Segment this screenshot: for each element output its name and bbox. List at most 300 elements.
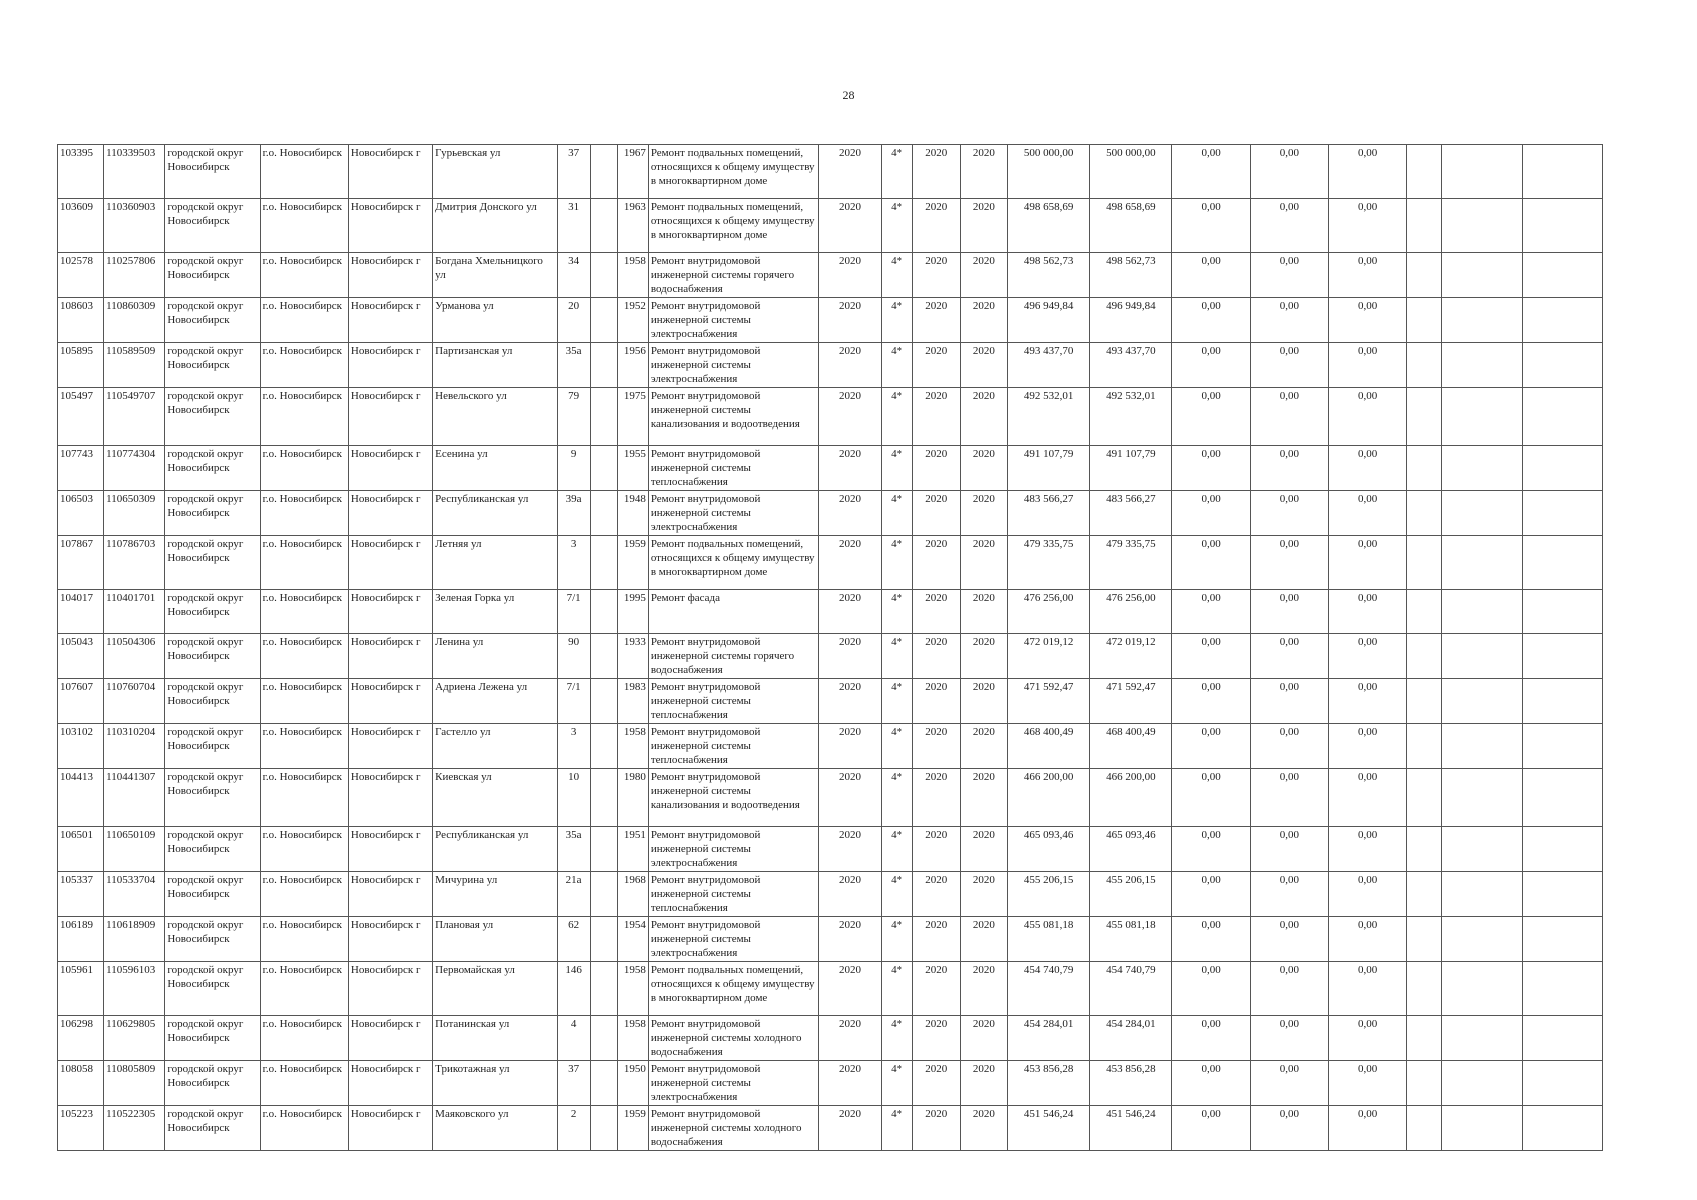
- cell-id: 106189: [58, 917, 104, 962]
- cell-empty: [1522, 1106, 1602, 1151]
- cell-year-built: 1958: [617, 253, 648, 298]
- cell-city: Новосибирск г: [348, 536, 432, 590]
- cell-year-end: 2020: [960, 536, 1007, 590]
- cell-empty: [1407, 872, 1442, 917]
- cell-house: 3: [557, 536, 590, 590]
- cell-street: Первомайская ул: [433, 962, 557, 1016]
- cell-cost-fund: 492 532,01: [1090, 388, 1172, 446]
- cell-empty: [1442, 724, 1522, 769]
- cell-year-start: 2020: [912, 491, 960, 536]
- cell-value-1: 0,00: [1172, 962, 1250, 1016]
- cell-priority: 4*: [881, 1061, 912, 1106]
- cell-code: 110596103: [104, 962, 165, 1016]
- cell-year-start: 2020: [912, 917, 960, 962]
- cell-year-start: 2020: [912, 536, 960, 590]
- cell-municipality: г.о. Новосибирск: [260, 145, 348, 199]
- cell-cost-fund: 472 019,12: [1090, 634, 1172, 679]
- cell-empty: [590, 298, 617, 343]
- cell-work: Ремонт подвальных помещений, относящихся к общему имуществу в многоквартирном доме: [648, 199, 819, 253]
- cell-value-1: 0,00: [1172, 917, 1250, 962]
- cell-cost-total: 455 206,15: [1007, 872, 1089, 917]
- cell-district: городской округ Новосибирск: [165, 536, 260, 590]
- cell-year-end: 2020: [960, 1061, 1007, 1106]
- cell-priority: 4*: [881, 962, 912, 1016]
- cell-id: 108603: [58, 298, 104, 343]
- cell-id: 103395: [58, 145, 104, 199]
- cell-district: городской округ Новосибирск: [165, 724, 260, 769]
- cell-empty: [1442, 917, 1522, 962]
- cell-value-3: 0,00: [1328, 679, 1406, 724]
- cell-code: 110533704: [104, 872, 165, 917]
- table-row: [58, 1106, 1603, 1151]
- cell-year-end: 2020: [960, 827, 1007, 872]
- cell-house: 10: [557, 769, 590, 827]
- cell-year-plan: 2020: [819, 145, 881, 199]
- cell-priority: 4*: [881, 872, 912, 917]
- cell-empty: [1442, 827, 1522, 872]
- cell-year-end: 2020: [960, 343, 1007, 388]
- cell-city: Новосибирск г: [348, 634, 432, 679]
- cell-cost-total: 496 949,84: [1007, 298, 1089, 343]
- cell-id: 104017: [58, 590, 104, 634]
- cell-empty: [1407, 590, 1442, 634]
- cell-cost-total: 451 546,24: [1007, 1106, 1089, 1151]
- cell-house: 7/1: [557, 590, 590, 634]
- cell-value-2: 0,00: [1250, 491, 1328, 536]
- table-row: [58, 634, 1603, 679]
- cell-value-2: 0,00: [1250, 388, 1328, 446]
- cell-municipality: г.о. Новосибирск: [260, 1016, 348, 1061]
- cell-municipality: г.о. Новосибирск: [260, 446, 348, 491]
- cell-work: Ремонт внутридомовой инженерной системы теплоснабжения: [648, 679, 819, 724]
- cell-house: 39а: [557, 491, 590, 536]
- cell-city: Новосибирск г: [348, 1061, 432, 1106]
- cell-empty: [1522, 1016, 1602, 1061]
- cell-year-end: 2020: [960, 962, 1007, 1016]
- cell-house: 146: [557, 962, 590, 1016]
- cell-empty: [1407, 917, 1442, 962]
- cell-year-plan: 2020: [819, 388, 881, 446]
- cell-municipality: г.о. Новосибирск: [260, 724, 348, 769]
- cell-priority: 4*: [881, 536, 912, 590]
- cell-cost-fund: 493 437,70: [1090, 343, 1172, 388]
- cell-priority: 4*: [881, 199, 912, 253]
- cell-empty: [1522, 536, 1602, 590]
- cell-priority: 4*: [881, 298, 912, 343]
- cell-district: городской округ Новосибирск: [165, 199, 260, 253]
- cell-cost-fund: 453 856,28: [1090, 1061, 1172, 1106]
- cell-id: 106501: [58, 827, 104, 872]
- cell-year-end: 2020: [960, 679, 1007, 724]
- cell-empty: [1407, 634, 1442, 679]
- cell-municipality: г.о. Новосибирск: [260, 298, 348, 343]
- cell-cost-fund: 455 206,15: [1090, 872, 1172, 917]
- cell-district: городской округ Новосибирск: [165, 446, 260, 491]
- cell-year-built: 1983: [617, 679, 648, 724]
- cell-id: 103102: [58, 724, 104, 769]
- cell-work: Ремонт внутридомовой инженерной системы электроснабжения: [648, 343, 819, 388]
- cell-house: 62: [557, 917, 590, 962]
- cell-city: Новосибирск г: [348, 872, 432, 917]
- cell-value-3: 0,00: [1328, 388, 1406, 446]
- cell-value-1: 0,00: [1172, 679, 1250, 724]
- cell-work: Ремонт внутридомовой инженерной системы холодного водоснабжения: [648, 1016, 819, 1061]
- cell-year-start: 2020: [912, 590, 960, 634]
- cell-year-built: 1958: [617, 724, 648, 769]
- cell-street: Ленина ул: [433, 634, 557, 679]
- cell-value-1: 0,00: [1172, 590, 1250, 634]
- cell-value-1: 0,00: [1172, 1106, 1250, 1151]
- cell-cost-fund: 496 949,84: [1090, 298, 1172, 343]
- cell-empty: [1442, 253, 1522, 298]
- cell-value-2: 0,00: [1250, 446, 1328, 491]
- table-row: [58, 145, 1603, 199]
- cell-code: 110650109: [104, 827, 165, 872]
- cell-year-start: 2020: [912, 145, 960, 199]
- cell-municipality: г.о. Новосибирск: [260, 1061, 348, 1106]
- cell-city: Новосибирск г: [348, 253, 432, 298]
- cell-empty: [1442, 145, 1522, 199]
- cell-district: городской округ Новосибирск: [165, 917, 260, 962]
- cell-year-built: 1959: [617, 536, 648, 590]
- cell-cost-fund: 479 335,75: [1090, 536, 1172, 590]
- table-row: [58, 388, 1603, 446]
- cell-empty: [1407, 343, 1442, 388]
- cell-municipality: г.о. Новосибирск: [260, 1106, 348, 1151]
- cell-id: 102578: [58, 253, 104, 298]
- cell-year-end: 2020: [960, 199, 1007, 253]
- cell-id: 106298: [58, 1016, 104, 1061]
- cell-house: 34: [557, 253, 590, 298]
- cell-work: Ремонт внутридомовой инженерной системы холодного водоснабжения: [648, 1106, 819, 1151]
- cell-year-end: 2020: [960, 917, 1007, 962]
- cell-street: Маяковского ул: [433, 1106, 557, 1151]
- cell-city: Новосибирск г: [348, 1016, 432, 1061]
- cell-district: городской округ Новосибирск: [165, 679, 260, 724]
- cell-house: 37: [557, 145, 590, 199]
- cell-empty: [1522, 917, 1602, 962]
- cell-id: 103609: [58, 199, 104, 253]
- cell-district: городской округ Новосибирск: [165, 1061, 260, 1106]
- cell-work: Ремонт подвальных помещений, относящихся к общему имуществу в многоквартирном доме: [648, 145, 819, 199]
- cell-empty: [590, 1016, 617, 1061]
- cell-cost-total: 500 000,00: [1007, 145, 1089, 199]
- cell-empty: [1407, 199, 1442, 253]
- cell-year-built: 1980: [617, 769, 648, 827]
- cell-year-plan: 2020: [819, 827, 881, 872]
- cell-value-1: 0,00: [1172, 724, 1250, 769]
- cell-year-end: 2020: [960, 491, 1007, 536]
- cell-code: 110339503: [104, 145, 165, 199]
- cell-municipality: г.о. Новосибирск: [260, 388, 348, 446]
- cell-id: 105223: [58, 1106, 104, 1151]
- cell-empty: [1522, 253, 1602, 298]
- cell-value-2: 0,00: [1250, 536, 1328, 590]
- cell-empty: [1407, 446, 1442, 491]
- cell-cost-fund: 491 107,79: [1090, 446, 1172, 491]
- cell-empty: [1407, 253, 1442, 298]
- cell-year-built: 1952: [617, 298, 648, 343]
- cell-city: Новосибирск г: [348, 724, 432, 769]
- table-row: [58, 769, 1603, 827]
- cell-street: Республиканская ул: [433, 491, 557, 536]
- cell-house: 3: [557, 724, 590, 769]
- cell-code: 110589509: [104, 343, 165, 388]
- cell-empty: [1407, 679, 1442, 724]
- cell-year-end: 2020: [960, 769, 1007, 827]
- table-row: [58, 199, 1603, 253]
- cell-house: 20: [557, 298, 590, 343]
- table-row: [58, 872, 1603, 917]
- cell-code: 110441307: [104, 769, 165, 827]
- cell-cost-total: 471 592,47: [1007, 679, 1089, 724]
- cell-city: Новосибирск г: [348, 917, 432, 962]
- cell-year-start: 2020: [912, 724, 960, 769]
- cell-empty: [1442, 872, 1522, 917]
- cell-empty: [1407, 298, 1442, 343]
- cell-empty: [1442, 446, 1522, 491]
- cell-year-plan: 2020: [819, 1016, 881, 1061]
- cell-value-3: 0,00: [1328, 634, 1406, 679]
- cell-cost-fund: 454 740,79: [1090, 962, 1172, 1016]
- cell-year-built: 1950: [617, 1061, 648, 1106]
- cell-house: 90: [557, 634, 590, 679]
- cell-value-2: 0,00: [1250, 343, 1328, 388]
- cell-year-end: 2020: [960, 1016, 1007, 1061]
- cell-empty: [1522, 446, 1602, 491]
- cell-code: 110401701: [104, 590, 165, 634]
- cell-year-end: 2020: [960, 724, 1007, 769]
- cell-street: Гастелло ул: [433, 724, 557, 769]
- cell-cost-total: 465 093,46: [1007, 827, 1089, 872]
- cell-cost-fund: 466 200,00: [1090, 769, 1172, 827]
- cell-district: городской округ Новосибирск: [165, 145, 260, 199]
- table-row: [58, 724, 1603, 769]
- cell-empty: [1407, 1016, 1442, 1061]
- cell-work: Ремонт внутридомовой инженерной системы горячего водоснабжения: [648, 634, 819, 679]
- cell-year-start: 2020: [912, 298, 960, 343]
- cell-street: Урманова ул: [433, 298, 557, 343]
- cell-district: городской округ Новосибирск: [165, 590, 260, 634]
- cell-house: 35а: [557, 827, 590, 872]
- cell-year-plan: 2020: [819, 724, 881, 769]
- cell-municipality: г.о. Новосибирск: [260, 917, 348, 962]
- cell-cost-fund: 498 562,73: [1090, 253, 1172, 298]
- cell-empty: [1522, 388, 1602, 446]
- cell-district: городской округ Новосибирск: [165, 298, 260, 343]
- cell-value-3: 0,00: [1328, 1016, 1406, 1061]
- cell-empty: [1442, 199, 1522, 253]
- cell-year-plan: 2020: [819, 872, 881, 917]
- cell-empty: [590, 145, 617, 199]
- cell-year-start: 2020: [912, 388, 960, 446]
- table-row: [58, 491, 1603, 536]
- cell-cost-total: 498 562,73: [1007, 253, 1089, 298]
- cell-street: Богдана Хмельницкого ул: [433, 253, 557, 298]
- cell-empty: [1407, 962, 1442, 1016]
- cell-cost-fund: 483 566,27: [1090, 491, 1172, 536]
- cell-house: 79: [557, 388, 590, 446]
- cell-work: Ремонт внутридомовой инженерной системы электроснабжения: [648, 827, 819, 872]
- cell-priority: 4*: [881, 446, 912, 491]
- cell-cost-total: 476 256,00: [1007, 590, 1089, 634]
- cell-year-plan: 2020: [819, 634, 881, 679]
- cell-year-plan: 2020: [819, 917, 881, 962]
- cell-empty: [1442, 679, 1522, 724]
- cell-priority: 4*: [881, 253, 912, 298]
- cell-code: 110629805: [104, 1016, 165, 1061]
- cell-city: Новосибирск г: [348, 590, 432, 634]
- cell-empty: [1522, 724, 1602, 769]
- cell-year-plan: 2020: [819, 298, 881, 343]
- cell-district: городской округ Новосибирск: [165, 388, 260, 446]
- cell-empty: [1407, 769, 1442, 827]
- cell-year-plan: 2020: [819, 1106, 881, 1151]
- cell-id: 105043: [58, 634, 104, 679]
- cell-empty: [1522, 145, 1602, 199]
- cell-empty: [1407, 388, 1442, 446]
- cell-code: 110522305: [104, 1106, 165, 1151]
- cell-district: городской округ Новосибирск: [165, 962, 260, 1016]
- cell-year-plan: 2020: [819, 446, 881, 491]
- cell-cost-total: 455 081,18: [1007, 917, 1089, 962]
- table-row: [58, 298, 1603, 343]
- cell-city: Новосибирск г: [348, 1106, 432, 1151]
- cell-value-2: 0,00: [1250, 679, 1328, 724]
- cell-value-2: 0,00: [1250, 1061, 1328, 1106]
- cell-city: Новосибирск г: [348, 298, 432, 343]
- cell-year-plan: 2020: [819, 769, 881, 827]
- cell-year-built: 1958: [617, 962, 648, 1016]
- cell-municipality: г.о. Новосибирск: [260, 536, 348, 590]
- cell-value-3: 0,00: [1328, 769, 1406, 827]
- cell-cost-total: 454 740,79: [1007, 962, 1089, 1016]
- cell-cost-fund: 498 658,69: [1090, 199, 1172, 253]
- cell-year-built: 1963: [617, 199, 648, 253]
- page-number: 28: [842, 88, 855, 102]
- cell-year-built: 1959: [617, 1106, 648, 1151]
- cell-priority: 4*: [881, 343, 912, 388]
- cell-code: 110257806: [104, 253, 165, 298]
- cell-value-3: 0,00: [1328, 253, 1406, 298]
- cell-cost-total: 479 335,75: [1007, 536, 1089, 590]
- cell-work: Ремонт внутридомовой инженерной системы теплоснабжения: [648, 872, 819, 917]
- cell-code: 110310204: [104, 724, 165, 769]
- cell-value-3: 0,00: [1328, 827, 1406, 872]
- cell-value-2: 0,00: [1250, 917, 1328, 962]
- cell-empty: [1407, 491, 1442, 536]
- cell-house: 9: [557, 446, 590, 491]
- cell-empty: [1442, 536, 1522, 590]
- cell-value-2: 0,00: [1250, 199, 1328, 253]
- cell-year-end: 2020: [960, 634, 1007, 679]
- cell-empty: [1442, 962, 1522, 1016]
- cell-year-built: 1968: [617, 872, 648, 917]
- cell-empty: [590, 962, 617, 1016]
- cell-street: Мичурина ул: [433, 872, 557, 917]
- cell-empty: [590, 199, 617, 253]
- cell-district: городской округ Новосибирск: [165, 1016, 260, 1061]
- cell-value-1: 0,00: [1172, 253, 1250, 298]
- cell-id: 108058: [58, 1061, 104, 1106]
- cell-value-1: 0,00: [1172, 1061, 1250, 1106]
- cell-empty: [1442, 491, 1522, 536]
- table-row: [58, 827, 1603, 872]
- table-row: [58, 253, 1603, 298]
- cell-code: 110786703: [104, 536, 165, 590]
- cell-city: Новосибирск г: [348, 343, 432, 388]
- cell-year-start: 2020: [912, 1061, 960, 1106]
- cell-street: Зеленая Горка ул: [433, 590, 557, 634]
- cell-year-end: 2020: [960, 253, 1007, 298]
- cell-empty: [590, 769, 617, 827]
- cell-street: Киевская ул: [433, 769, 557, 827]
- cell-priority: 4*: [881, 827, 912, 872]
- cell-cost-total: 492 532,01: [1007, 388, 1089, 446]
- cell-empty: [590, 590, 617, 634]
- cell-district: городской округ Новосибирск: [165, 769, 260, 827]
- cell-empty: [1442, 634, 1522, 679]
- cell-empty: [590, 536, 617, 590]
- cell-cost-total: 454 284,01: [1007, 1016, 1089, 1061]
- cell-value-1: 0,00: [1172, 1016, 1250, 1061]
- cell-house: 31: [557, 199, 590, 253]
- cell-year-start: 2020: [912, 872, 960, 917]
- cell-id: 107743: [58, 446, 104, 491]
- cell-street: Адриена Лежена ул: [433, 679, 557, 724]
- cell-value-1: 0,00: [1172, 388, 1250, 446]
- cell-city: Новосибирск г: [348, 388, 432, 446]
- cell-value-2: 0,00: [1250, 634, 1328, 679]
- cell-value-2: 0,00: [1250, 253, 1328, 298]
- table-body: [58, 145, 1603, 1151]
- cell-city: Новосибирск г: [348, 446, 432, 491]
- cell-value-1: 0,00: [1172, 872, 1250, 917]
- cell-value-3: 0,00: [1328, 536, 1406, 590]
- cell-value-2: 0,00: [1250, 1106, 1328, 1151]
- cell-empty: [1522, 634, 1602, 679]
- cell-district: городской округ Новосибирск: [165, 634, 260, 679]
- cell-priority: 4*: [881, 1106, 912, 1151]
- cell-code: 110805809: [104, 1061, 165, 1106]
- cell-cost-fund: 468 400,49: [1090, 724, 1172, 769]
- cell-year-plan: 2020: [819, 590, 881, 634]
- cell-year-plan: 2020: [819, 491, 881, 536]
- cell-empty: [1407, 145, 1442, 199]
- cell-city: Новосибирск г: [348, 491, 432, 536]
- cell-id: 105961: [58, 962, 104, 1016]
- cell-cost-total: 472 019,12: [1007, 634, 1089, 679]
- cell-empty: [1522, 827, 1602, 872]
- cell-year-start: 2020: [912, 769, 960, 827]
- cell-empty: [1442, 298, 1522, 343]
- cell-empty: [1522, 491, 1602, 536]
- cell-year-plan: 2020: [819, 962, 881, 1016]
- cell-priority: 4*: [881, 634, 912, 679]
- cell-empty: [1442, 388, 1522, 446]
- cell-value-3: 0,00: [1328, 590, 1406, 634]
- cell-district: городской округ Новосибирск: [165, 827, 260, 872]
- cell-street: Невельского ул: [433, 388, 557, 446]
- cell-empty: [1522, 769, 1602, 827]
- cell-code: 110504306: [104, 634, 165, 679]
- cell-empty: [590, 1106, 617, 1151]
- cell-district: городской округ Новосибирск: [165, 253, 260, 298]
- cell-id: 104413: [58, 769, 104, 827]
- cell-work: Ремонт подвальных помещений, относящихся к общему имуществу в многоквартирном доме: [648, 962, 819, 1016]
- cell-street: Гурьевская ул: [433, 145, 557, 199]
- cell-municipality: г.о. Новосибирск: [260, 827, 348, 872]
